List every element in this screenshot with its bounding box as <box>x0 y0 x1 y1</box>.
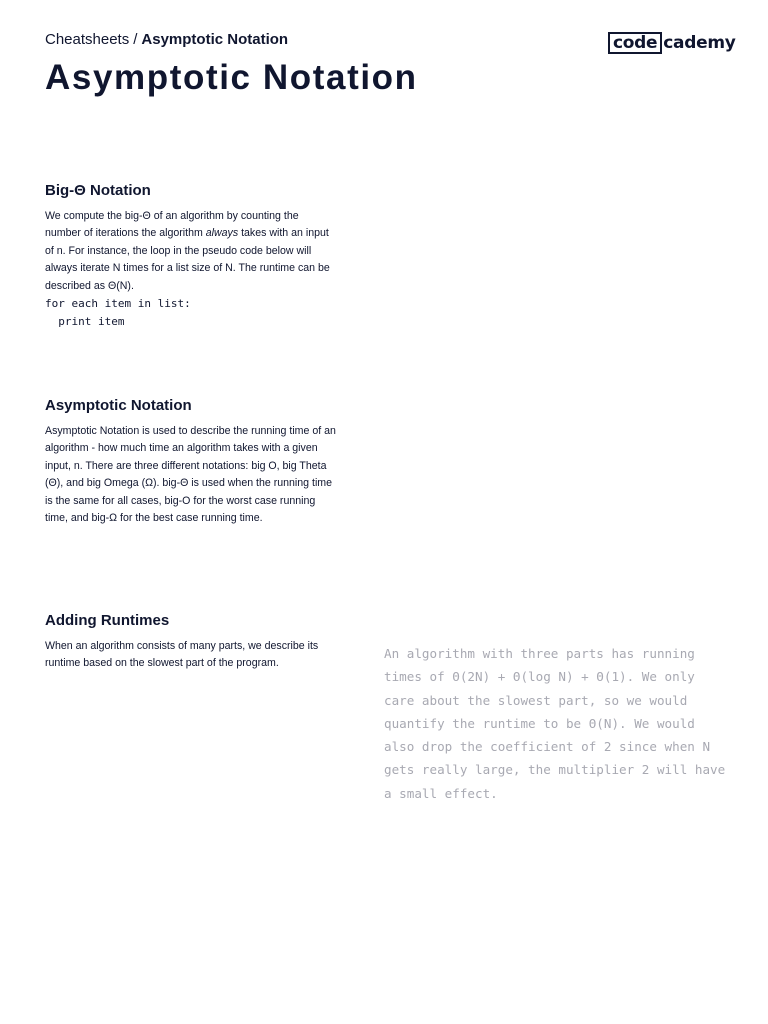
code-example: An algorithm with three parts has running times of Θ(2N) + Θ(log N) + Θ(1). We only care about the slowest part, so we would quantify the runtime to be Θ(N). We would also drop the coefficient of 2 since when N gets really large, the multiplier 2 will have a small effect. <box>384 646 726 801</box>
section-adding-runtimes <box>45 612 337 673</box>
logo-boxed-text: code <box>608 32 662 54</box>
breadcrumb <box>45 31 288 48</box>
body-text-part1: We compute the big-Θ of an algorithm by counting the number of iterations the algorithm <box>45 210 299 240</box>
codecademy-logo[interactable] <box>608 31 736 55</box>
page-title: Asymptotic Notation <box>45 58 418 97</box>
breadcrumb-separator: / <box>133 31 138 48</box>
body-text-part2: takes with an input of n. For instance, the loop in the pseudo code below will always iterate N times for a list size of N. The runtime can be described as Θ(N). <box>45 227 330 292</box>
breadcrumb-current: Asymptotic Notation <box>141 31 289 48</box>
code-block <box>45 295 337 330</box>
section-asymptotic-notation <box>45 397 337 527</box>
section-body: Asymptotic Notation is used to describe the running time of an algorithm - how much time an algorithm takes with a given input, n. There are three different notations: big O, big Theta (Θ), and big Omega (Ω). big-Θ is used when the running time is the same for all cases, big-O for the worst case running time, and big-Ω for the best case running time. <box>45 425 336 525</box>
code-line: for each item in list: <box>45 297 191 311</box>
code-line: print item <box>45 314 125 328</box>
section-heading: Adding Runtimes <box>45 612 170 629</box>
section-body <box>45 208 337 295</box>
section-body: When an algorithm consists of many parts, we describe its runtime based on the slowest part of the program. <box>45 640 319 670</box>
logo-rest-text: cademy <box>663 33 736 53</box>
breadcrumb-link-cheatsheets[interactable]: Cheatsheets <box>45 31 130 48</box>
section-heading: Big-Θ Notation <box>45 182 151 199</box>
section-heading: Asymptotic Notation <box>45 397 192 414</box>
body-emphasis: always <box>205 227 239 240</box>
section-big-theta <box>45 182 337 330</box>
